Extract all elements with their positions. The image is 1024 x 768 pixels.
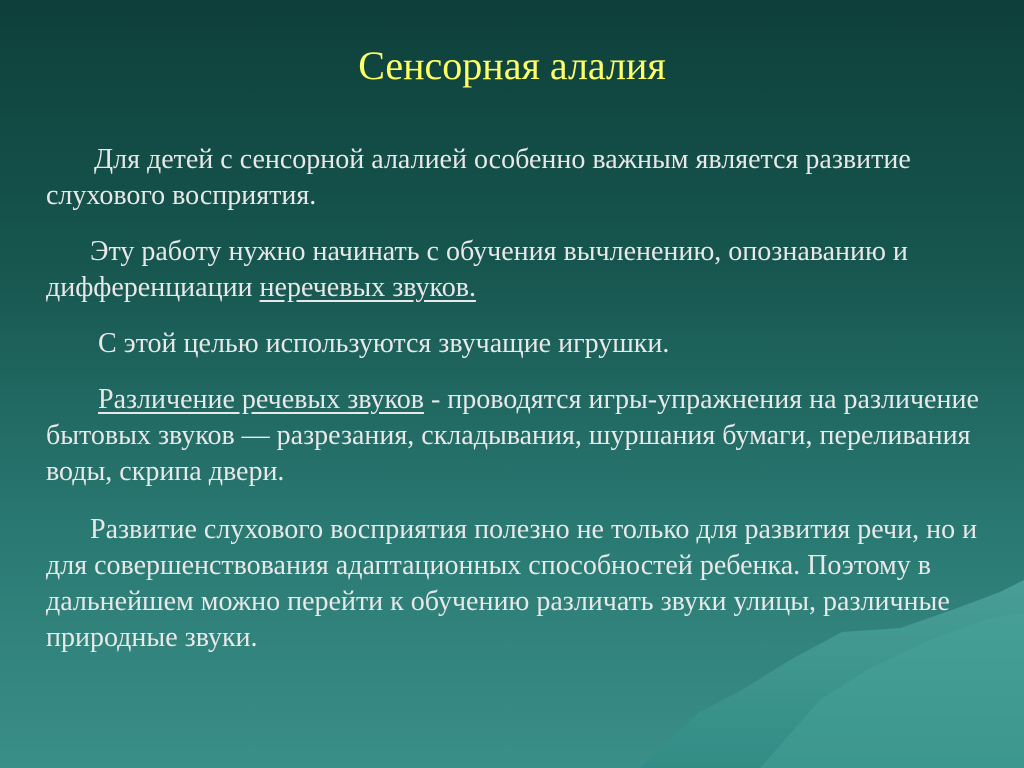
slide-body — [46, 142, 996, 676]
nonspeech-sounds-link[interactable]: неречевых звуков. — [259, 272, 476, 303]
slide-title: Сенсорная алалия — [358, 43, 666, 88]
paragraph-1: Для детей с сенсорной алалией особенно важным является развитие слухового восприятия. — [46, 144, 911, 211]
paragraph-5: Развитие слухового восприятия полезно не только для развития речи, но и для совершенствования адаптационных способностей ребенка. Поэтому в дальнейшем можно перейти к обучению различать звуки улицы, различные природные звуки. — [46, 514, 978, 653]
paragraph-4 — [46, 382, 996, 490]
paragraph-3: С этой целью используются звучащие игрушки. — [98, 328, 670, 359]
paragraph-2 — [46, 234, 996, 306]
paragraph-2-text: Эту работу нужно начинать с обучения вычленению, опознаванию и дифференциации — [46, 236, 908, 303]
paragraph-4-text: - проводятся игры-упражнения на различение бытовых звуков — разрезания, складывания, шуршания бумаги, переливания воды, скрипа двери. — [46, 384, 979, 487]
speech-sounds-link[interactable]: Различение речевых звуков — [98, 384, 424, 415]
